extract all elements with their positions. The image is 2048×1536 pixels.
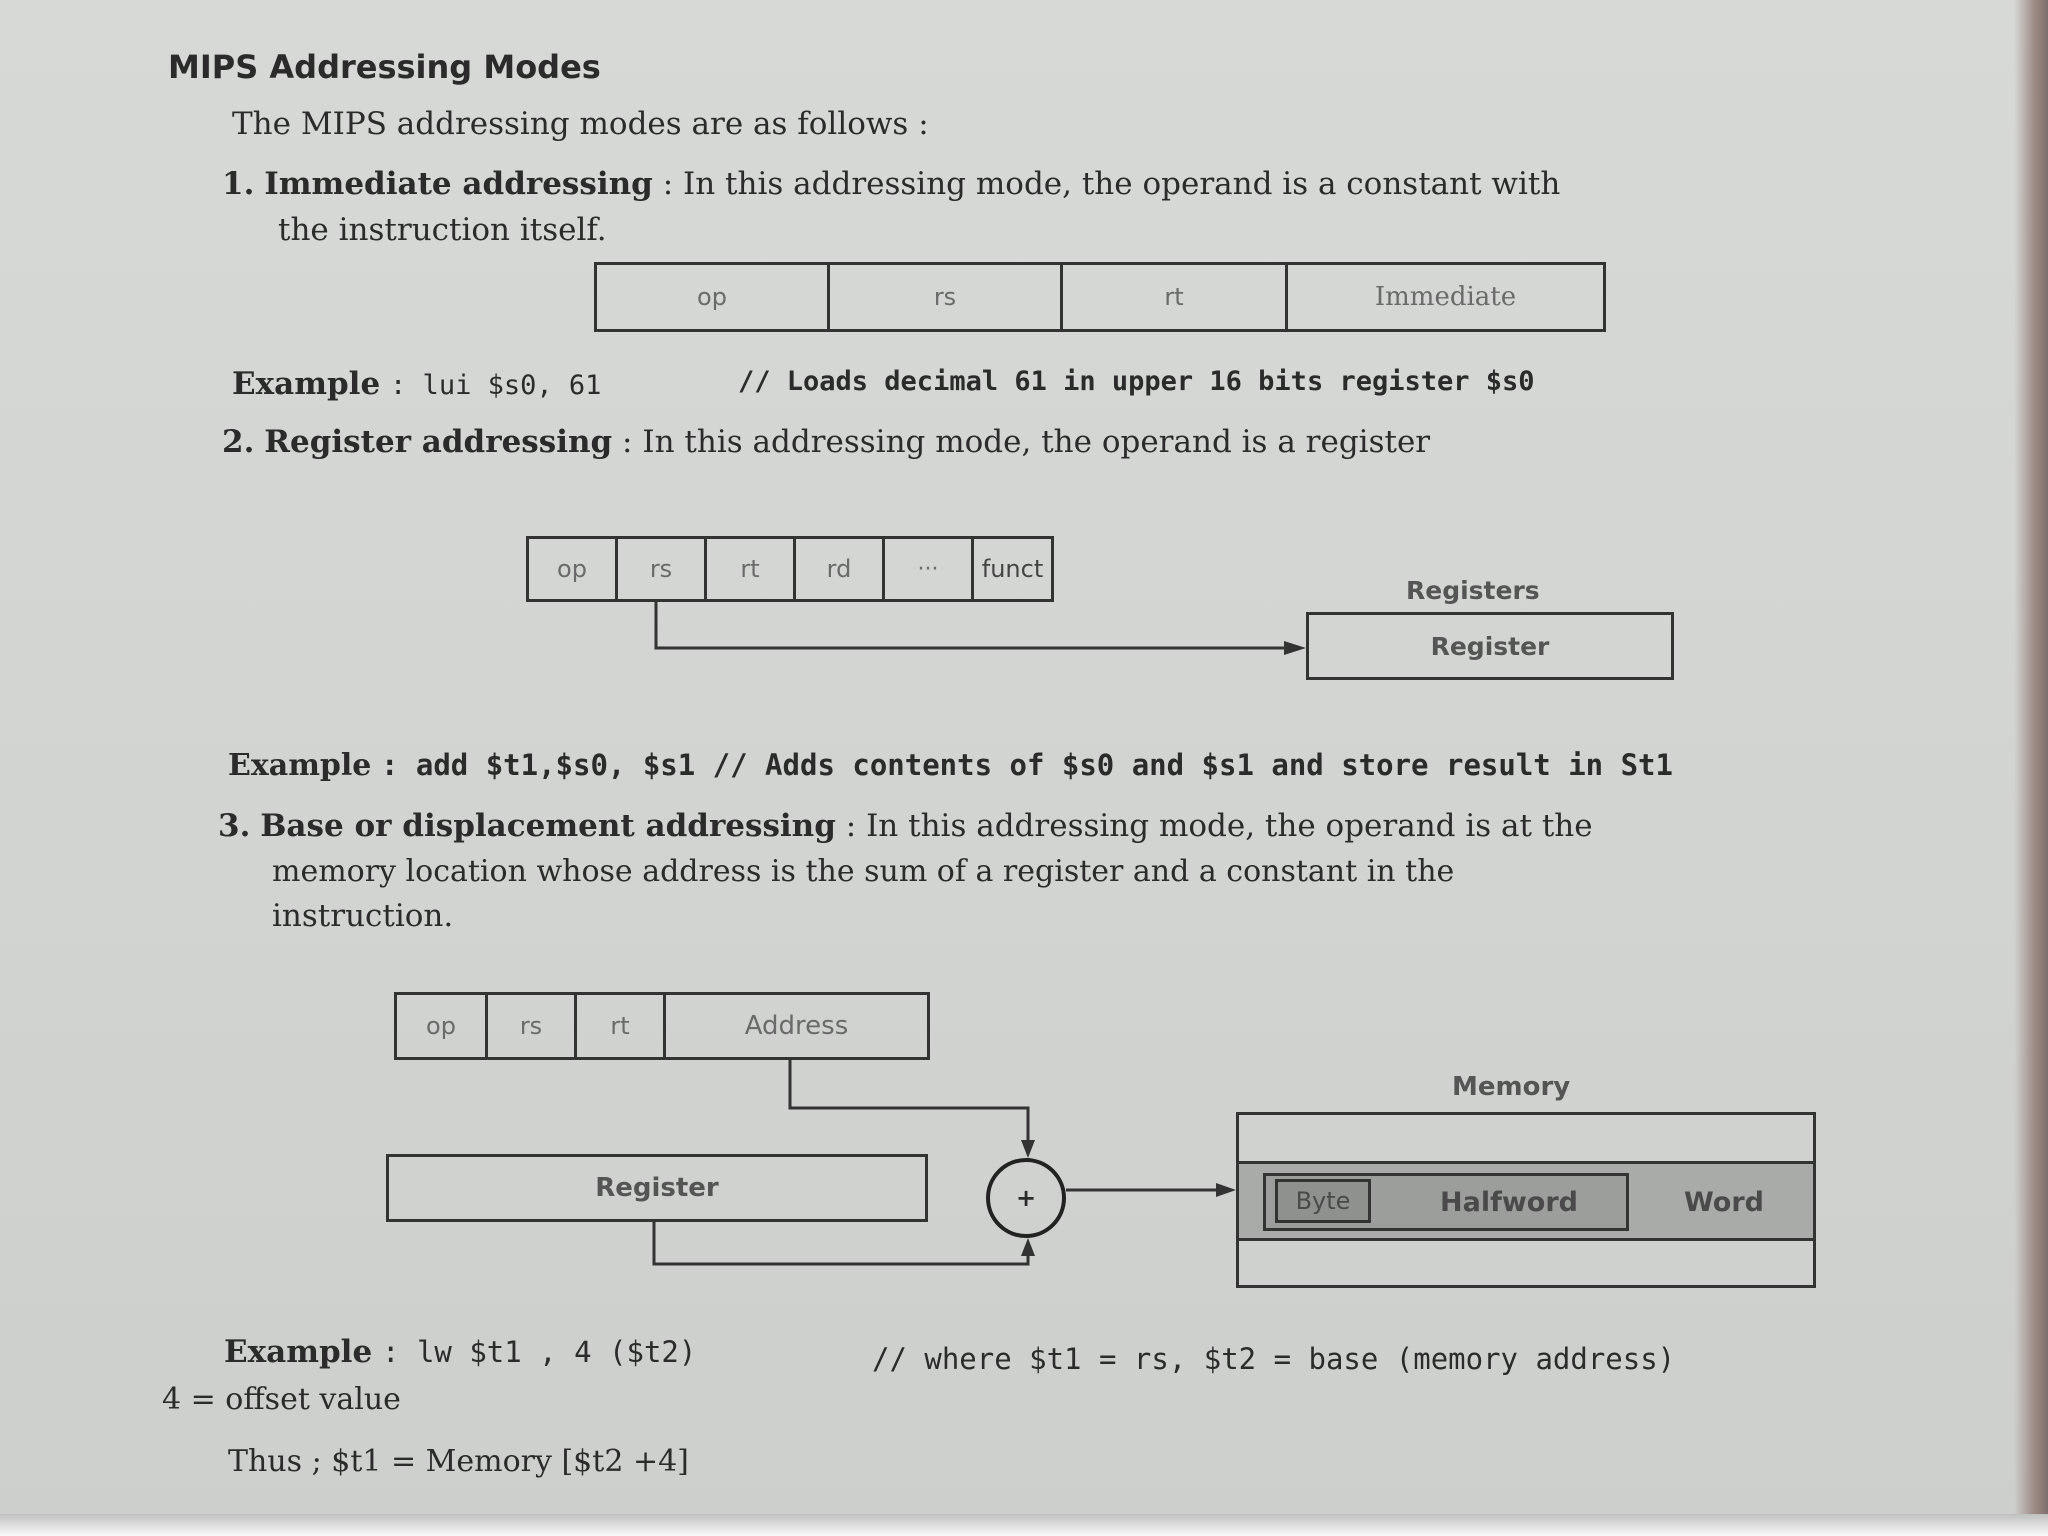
mode2-desc: : In this addressing mode, the operand is a register <box>622 424 1431 460</box>
mode1-desc-line1: : In this addressing mode, the operand is a constant with <box>662 166 1561 202</box>
field-op: op <box>697 283 727 311</box>
field-rt: rt <box>1164 283 1184 311</box>
field-rd: rd <box>826 555 852 583</box>
field-rs: rs <box>649 555 673 583</box>
arrowhead <box>1021 1238 1035 1256</box>
field-rs: rs <box>933 283 957 311</box>
section-heading: MIPS Addressing Modes <box>168 48 601 86</box>
field-address: Address <box>744 1011 849 1041</box>
mode3-example-code: : lw $t1 , 4 ($t2) <box>382 1335 697 1369</box>
mode3-desc-line1: : In this addressing mode, the operand is at the <box>845 808 1593 844</box>
arrowhead <box>1021 1140 1035 1158</box>
page-edge-shadow <box>2014 0 2048 1536</box>
example-label: Example <box>232 366 381 402</box>
arrowhead <box>1284 641 1306 655</box>
mode1-number: 1. <box>222 166 255 202</box>
mode3-desc-line3: instruction. <box>272 898 454 934</box>
base-register-label: Register <box>595 1173 719 1203</box>
field-rs: rs <box>519 1012 543 1040</box>
mode2-title: Register addressing <box>264 424 613 460</box>
mode3-desc-line2: memory location whose address is the sum of a register and a constant in the <box>272 854 1455 889</box>
mode1-desc-line2: the instruction itself. <box>278 212 607 248</box>
thus-text: Thus ; $t1 = Memory [$t2 +4] <box>228 1444 689 1479</box>
mode1-example-comment: // Loads decimal 61 in upper 16 bits register $s0 <box>738 366 1535 397</box>
field-shamt: ··· <box>917 556 939 582</box>
mode2-example-text: : add $t1,$s0, $s1 // Adds contents of $s0 and $s1 and store result in St1 <box>380 748 1673 782</box>
register-to-adder-wire <box>654 1222 1028 1264</box>
mode3-number: 3. <box>218 808 251 844</box>
mode1-example-code: : lui $s0, 61 <box>390 370 602 401</box>
memory-halfword: Halfword <box>1440 1186 1578 1218</box>
memory-label: Memory <box>1452 1072 1571 1102</box>
adder-symbol: + <box>1015 1184 1037 1212</box>
mode3-example <box>224 1334 696 1370</box>
field-rt: rt <box>740 555 760 583</box>
address-to-adder-wire <box>790 1060 1028 1148</box>
register-box-label: Register <box>1430 631 1550 661</box>
field-op: op <box>557 555 587 583</box>
mode3-title: Base or displacement addressing <box>260 808 836 844</box>
page-bottom-edge <box>0 1514 2048 1536</box>
intro-text: The MIPS addressing modes are as follows : <box>232 106 929 142</box>
memory-byte: Byte <box>1295 1187 1351 1215</box>
mode1-title: Immediate addressing <box>264 166 653 202</box>
mode2-number: 2. <box>222 424 255 460</box>
memory-word: Word <box>1683 1186 1764 1218</box>
mode3-example-comment: // where $t1 = rs, $t2 = base (memory address) <box>872 1342 1676 1376</box>
registers-label: Registers <box>1406 576 1540 605</box>
example-label: Example <box>224 1334 373 1370</box>
register-addressing-arrow <box>656 602 1296 648</box>
field-rt: rt <box>610 1012 630 1040</box>
offset-note: 4 = offset value <box>162 1382 401 1417</box>
field-immediate: Immediate <box>1374 282 1517 312</box>
field-funct: funct <box>981 555 1044 583</box>
example-label: Example <box>228 748 372 783</box>
arrowhead <box>1216 1183 1236 1197</box>
field-op: op <box>426 1012 456 1040</box>
